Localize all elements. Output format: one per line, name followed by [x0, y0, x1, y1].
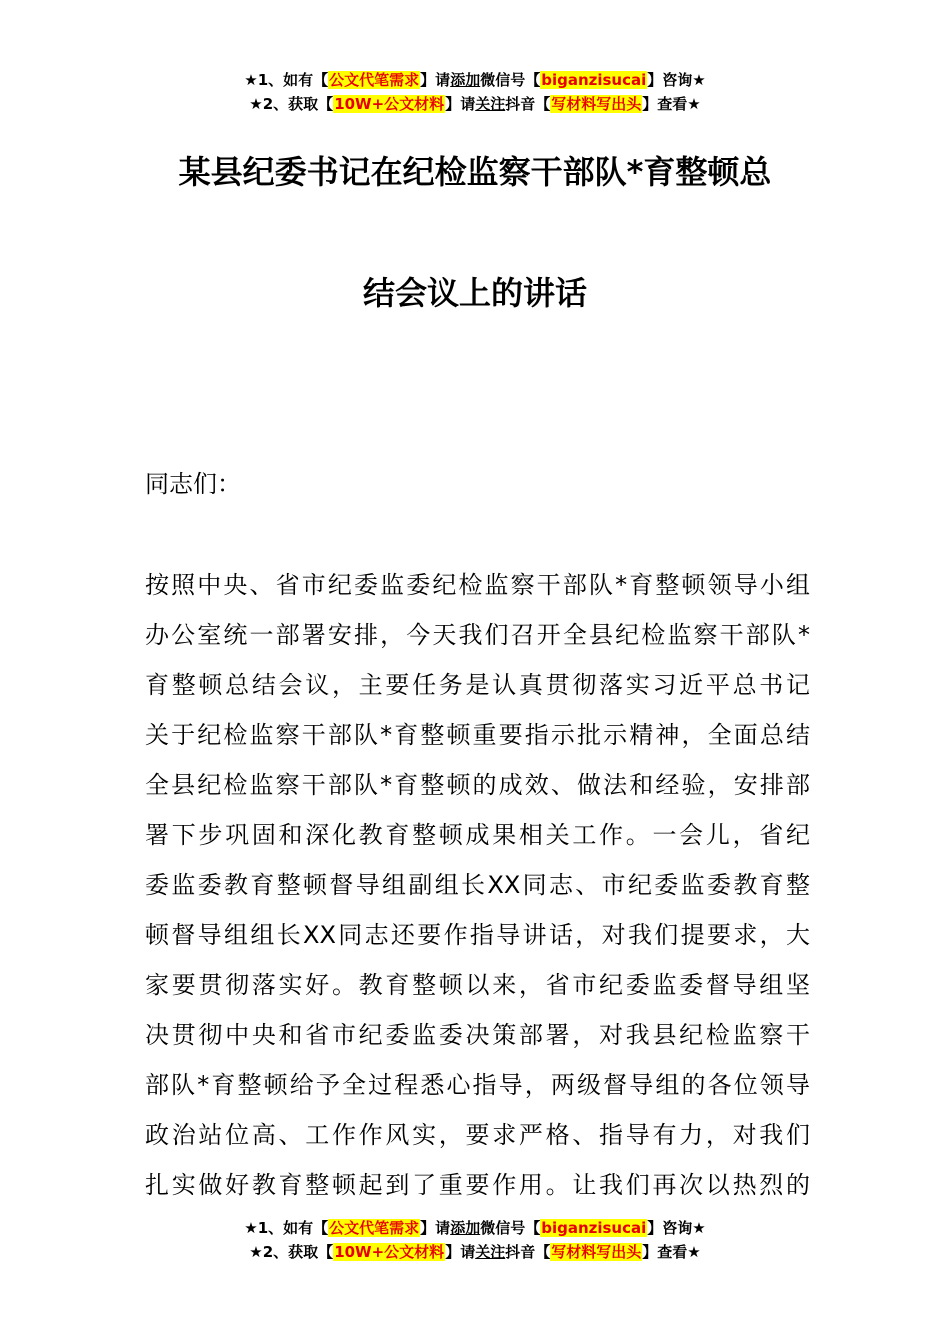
body-line: 全县纪检监察干部队*育整顿的成效、做法和经验，安排部 — [145, 771, 810, 799]
body-line: 关于纪检监察干部队*育整顿重要指示批示精神，全面总结 — [145, 721, 810, 749]
banner-text: 】请 — [445, 1243, 476, 1261]
body-line: 育整顿总结会议，主要任务是认真贯彻落实习近平总书记 — [145, 671, 810, 699]
banner-text: 抖音【 — [505, 95, 551, 113]
banner-line-2 — [0, 1240, 950, 1264]
banner-text: ★2、获取【 — [249, 1243, 334, 1261]
banner-highlight: 公文代笔需求 — [329, 1219, 420, 1237]
banner-highlight: 10W+公文材料 — [334, 1243, 445, 1261]
banner-underline: 添加 — [450, 1219, 481, 1237]
body-line: 扎实做好教育整顿起到了重要作用。让我们再次以热烈的 — [145, 1171, 810, 1199]
banner-text: 】咨询★ — [647, 1219, 706, 1237]
banner-text: 】查看★ — [642, 95, 701, 113]
banner-text: 抖音【 — [505, 1243, 551, 1261]
banner-underline: 添加 — [450, 71, 481, 89]
banner-line-2 — [0, 92, 950, 116]
body-line: 政治站位高、工作作风实，要求严格、指导有力，对我们 — [145, 1121, 810, 1149]
banner-highlight: 10W+公文材料 — [334, 95, 445, 113]
body-line: 部队*育整顿给予全过程悉心指导，两级督导组的各位领导 — [145, 1071, 810, 1099]
banner-line-1 — [0, 68, 950, 92]
banner-text: 】查看★ — [642, 1243, 701, 1261]
body-line: 办公室统一部署安排，今天我们召开全县纪检监察干部队* — [145, 621, 810, 649]
banner-highlight: 公文代笔需求 — [329, 71, 420, 89]
banner-line-1 — [0, 1216, 950, 1240]
banner-text: ★1、如有【 — [244, 71, 329, 89]
banner-text: ★2、获取【 — [249, 95, 334, 113]
banner-underline: 关注 — [475, 1243, 506, 1261]
body-line: 委监委教育整顿督导组副组长XX同志、市纪委监委教育整 — [145, 871, 810, 899]
banner-text: 】请 — [445, 95, 476, 113]
banner-underline: 关注 — [475, 95, 506, 113]
body-paragraph — [145, 560, 810, 1210]
banner-highlight: 写材料写出头 — [551, 1243, 642, 1261]
body-line: 顿督导组组长XX同志还要作指导讲话，对我们提要求，大 — [145, 921, 810, 949]
body-line: 按照中央、省市纪委监委纪检监察干部队*育整顿领导小组 — [145, 571, 810, 599]
document-title-line-2: 结会议上的讲话 — [362, 274, 587, 312]
banner-highlight: 写材料写出头 — [551, 95, 642, 113]
banner-highlight: biganzisucai — [541, 1219, 647, 1237]
banner-text: 微信号【 — [480, 71, 541, 89]
banner-highlight: biganzisucai — [541, 71, 647, 89]
document-title-line-1: 某县纪委书记在纪检监察干部队*育整顿总 — [178, 153, 772, 191]
banner-text: ★1、如有【 — [244, 1219, 329, 1237]
header-banner — [0, 68, 950, 116]
body-line: 家要贯彻落实好。教育整顿以来，省市纪委监委督导组坚 — [145, 971, 810, 999]
banner-text: 】咨询★ — [647, 71, 706, 89]
banner-text: 微信号【 — [480, 1219, 541, 1237]
banner-text: 】请 — [420, 1219, 451, 1237]
body-line: 署下步巩固和深化教育整顿成果相关工作。一会儿，省纪 — [145, 821, 810, 849]
banner-text: 】请 — [420, 71, 451, 89]
footer-banner — [0, 1216, 950, 1264]
body-line: 决贯彻中央和省市纪委监委决策部署，对我县纪检监察干 — [145, 1021, 810, 1049]
greeting: 同志们： — [145, 470, 241, 498]
